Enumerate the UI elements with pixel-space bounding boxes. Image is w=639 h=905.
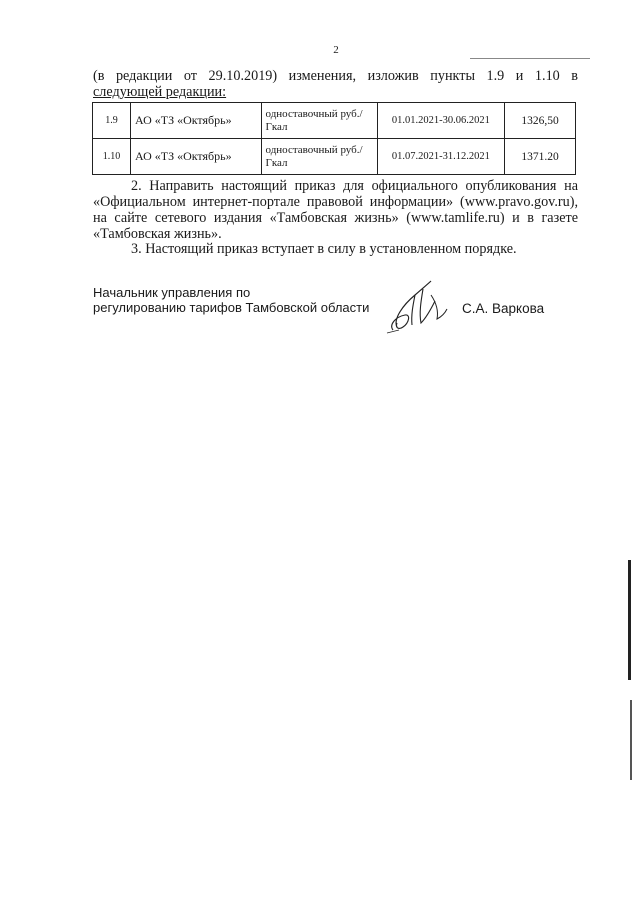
- period-cell: 01.01.2021-30.06.2021: [377, 103, 504, 139]
- scan-edge-mark: [628, 560, 631, 680]
- item-3-paragraph: 3. Настоящий приказ вступает в силу в установленном порядке.: [131, 241, 517, 257]
- row-number-cell: 1.9: [93, 103, 131, 139]
- intro-line-1: (в редакции от 29.10.2019) изменения, изложив пункты 1.9 и 1.10 в: [93, 68, 578, 84]
- period-cell: 01.07.2021-31.12.2021: [377, 139, 504, 175]
- organization-cell: АО «ТЗ «Октябрь»: [131, 139, 262, 175]
- signer-position-line-2: регулированию тарифов Тамбовской области: [93, 300, 370, 315]
- item-2-line-1: 2. Направить настоящий приказ для официального опубликования на: [131, 178, 578, 194]
- page-number: 2: [333, 44, 339, 56]
- tariff-kind-cell: одноставочный руб./Гкал: [261, 139, 377, 175]
- tariff-table: [92, 102, 576, 175]
- table-row: [93, 139, 576, 175]
- handwritten-signature: [385, 275, 465, 335]
- intro-paragraph: [93, 68, 578, 100]
- item-2-paragraph: [93, 178, 578, 242]
- organization-cell: АО «ТЗ «Октябрь»: [131, 103, 262, 139]
- header-rule: [470, 58, 590, 59]
- signer-name: С.А. Варкова: [462, 301, 545, 316]
- item-2-line-3: на сайте сетевого издания «Тамбовская жизнь» (www.tamlife.ru) и в газете: [93, 210, 578, 226]
- tariff-value-cell: 1326,50: [505, 103, 576, 139]
- intro-line-2: следующей редакции:: [93, 84, 227, 100]
- tariff-kind-cell: одноставочный руб./Гкал: [261, 103, 377, 139]
- item-2-line-4: «Тамбовская жизнь».: [93, 226, 222, 242]
- signer-position-line-1: Начальник управления по: [93, 285, 251, 300]
- tariff-value-cell: 1371.20: [505, 139, 576, 175]
- signer-position: [93, 285, 369, 315]
- item-2-line-2: «Официальном интернет-портале правовой информации» (www.pravo.gov.ru),: [93, 194, 578, 210]
- scan-edge-mark: [630, 700, 632, 780]
- row-number-cell: 1.10: [93, 139, 131, 175]
- table-row: [93, 103, 576, 139]
